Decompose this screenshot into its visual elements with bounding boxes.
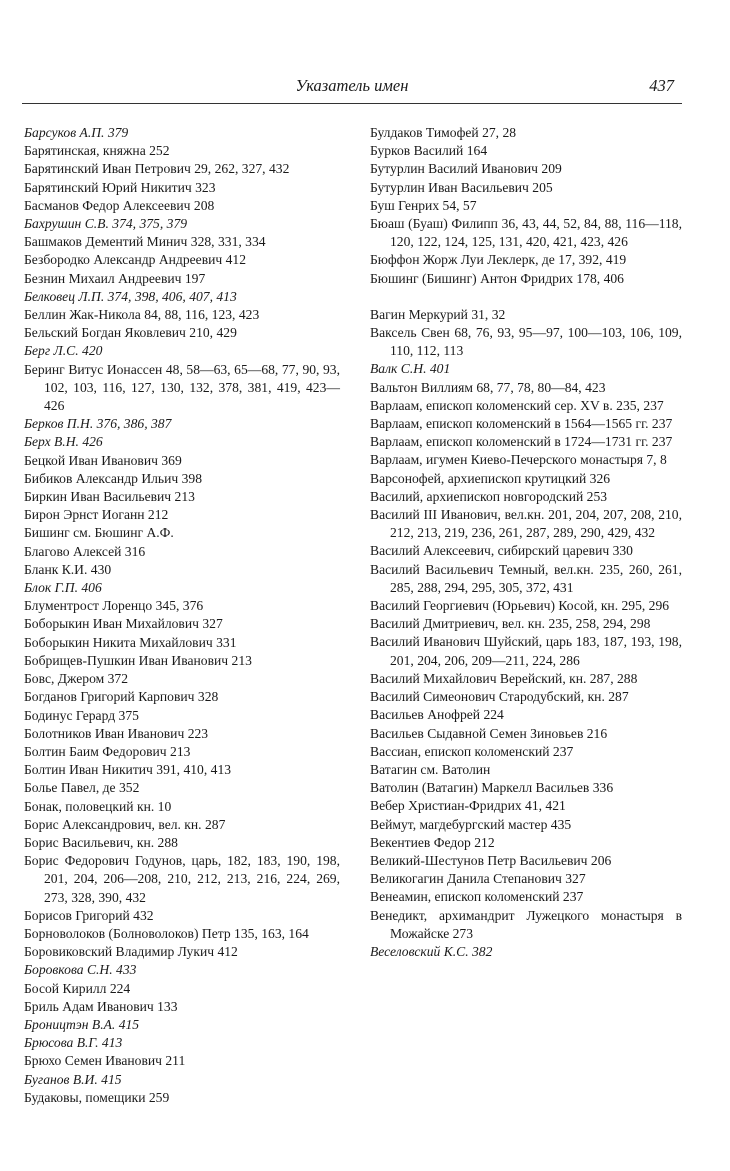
index-entry: Вальтон Виллиям 68, 77, 78, 80—84, 423: [370, 379, 606, 395]
index-entry: Болтин Иван Никитич 391, 410, 413: [24, 762, 232, 778]
index-entry: Бриль Адам Иванович 133: [24, 998, 178, 1014]
index-entry: Босой Кирилл 224: [24, 980, 131, 996]
index-entry: Бовс, Джером 372: [24, 671, 129, 687]
index-entry: Блументрост Лоренцо 345, 376: [24, 598, 204, 614]
index-entry: Василий Дмитриевич, вел. кн. 235, 258, 294, 298: [370, 616, 651, 632]
header-rule: [22, 103, 682, 104]
index-entry: Боборыкин Иван Михайлович 327: [24, 616, 223, 632]
index-entry: Борисов Григорий 432: [24, 907, 154, 923]
index-entry: Берг Л.С. 420: [24, 343, 103, 359]
index-entry: Борис Васильевич, кн. 288: [24, 834, 178, 850]
index-entry: Венеамин, епископ коломенский 237: [370, 889, 584, 905]
index-entry: Бутурлин Иван Васильевич 205: [370, 179, 553, 195]
index-entry: Брюсова В.Г. 413: [24, 1035, 123, 1051]
index-entry: Броництэн В.А. 415: [24, 1016, 140, 1032]
index-entry: Безнин Михаил Андреевич 197: [24, 270, 206, 286]
index-entry: Ватолин (Ватагин) Маркелл Васильев 336: [370, 780, 614, 796]
index-entry: Векентиев Федор 212: [370, 834, 495, 850]
page-title: Указатель имен: [295, 76, 409, 95]
index-entry: Варлаам, епископ коломенский в 1564—1565 гг. 237: [370, 416, 673, 432]
index-entry: Бюшинг (Бишинг) Антон Фридрих 178, 406: [370, 270, 624, 286]
index-entry: Василий, архиепископ новгородский 253: [370, 488, 608, 504]
index-entry: Вагин Меркурий 31, 32: [370, 306, 506, 322]
index-entry: Василий Георгиевич (Юрьевич) Косой, кн. 295, 296: [370, 598, 670, 614]
index-entry: Василий Васильевич Темный, вел.кн. 235, 260, 261, 285, 288, 294, 295, 305, 372, 431: [370, 561, 682, 595]
index-entry: Василий III Иванович, вел.кн. 201, 204, 207, 208, 210, 212, 213, 219, 236, 261, 287, 289, 290, 429, 432: [370, 507, 682, 541]
index-entry: Безбородко Александр Андреевич 412: [24, 252, 247, 268]
index-entry: Васильев Анофрей 224: [370, 707, 504, 723]
index-entry: Бирон Эрнст Иоганн 212: [24, 507, 169, 523]
index-entry: Болтин Баим Федорович 213: [24, 743, 191, 759]
index-entry: Василий Алексеевич, сибирский царевич 330: [370, 543, 633, 559]
index-entry: Бахрушин С.В. 374, 375, 379: [24, 216, 188, 232]
index-entry: Борис Александрович, вел. кн. 287: [24, 816, 226, 832]
index-entry: Василий Иванович Шуйский, царь 183, 187, 193, 198, 201, 204, 206, 209—211, 224, 286: [370, 634, 682, 668]
index-entry: Боборыкин Никита Михайлович 331: [24, 634, 237, 650]
index-entry: Блок Г.П. 406: [24, 580, 102, 596]
index-entry: Бодинус Герард 375: [24, 707, 139, 723]
index-column-right: [370, 124, 682, 961]
index-entry: Веймут, магдебургский мастер 435: [370, 816, 572, 832]
index-entry: Ватагин см. Ватолин: [370, 761, 491, 777]
index-entry: Бюффон Жорж Луи Леклерк, де 17, 392, 419: [370, 252, 627, 268]
index-entry: Валк С.Н. 401: [370, 361, 451, 377]
index-entry: Буганов В.И. 415: [24, 1071, 122, 1087]
index-entry: Биркин Иван Васильевич 213: [24, 489, 195, 505]
index-entry: Боровиковский Владимир Лукич 412: [24, 944, 238, 960]
index-entry: Берков П.Н. 376, 386, 387: [24, 416, 172, 432]
index-entry: Басманов Федор Алексеевич 208: [24, 197, 215, 213]
index-entry: Вассиан, епископ коломенский 237: [370, 743, 574, 759]
index-entry: Борноволоков (Болноволоков) Петр 135, 163, 164: [24, 925, 309, 941]
index-entry: Будаковы, помещики 259: [24, 1089, 170, 1105]
running-header: [22, 76, 682, 98]
index-entry: Василий Михайлович Верейский, кн. 287, 288: [370, 670, 638, 686]
index-entry: Башмаков Дементий Минич 328, 331, 334: [24, 234, 266, 250]
index-entry: Берх В.Н. 426: [24, 434, 103, 450]
index-entry: Бланк К.И. 430: [24, 561, 112, 577]
index-entry: Варсонофей, архиепископ крутицкий 326: [370, 470, 611, 486]
index-column-left: [24, 124, 340, 1107]
index-entry: Бибиков Александр Ильич 398: [24, 470, 203, 486]
index-entry: Бельский Богдан Яковлевич 210, 429: [24, 325, 237, 341]
index-entry: Белковец Л.П. 374, 398, 406, 407, 413: [24, 288, 237, 304]
index-entry: Барятинская, княжна 252: [24, 143, 170, 159]
index-entry: Бишинг см. Бюшинг А.Ф.: [24, 525, 174, 541]
index-entry: Бонак, половецкий кн. 10: [24, 798, 172, 814]
index-entry: Бобрищев-Пушкин Иван Иванович 213: [24, 652, 252, 668]
index-entry: Беринг Витус Ионассен 48, 58—63, 65—68, 77, 90, 93, 102, 103, 116, 127, 130, 132, 378, 381, 419, 423—426: [24, 361, 340, 414]
index-entry: Бюаш (Буаш) Филипп 36, 43, 44, 52, 84, 88, 116—118, 120, 122, 124, 125, 131, 420, 421, 423, 426: [370, 216, 682, 250]
page-number: 437: [649, 76, 674, 95]
index-entry: Варлаам, епископ коломенский в 1724—1731 гг. 237: [370, 434, 673, 450]
index-entry: Варлаам, игумен Киево-Печерского монастыря 7, 8: [370, 452, 667, 468]
index-entry: Веселовский К.С. 382: [370, 943, 493, 959]
index-entry: Боровкова С.Н. 433: [24, 962, 137, 978]
index-entry: Бурков Василий 164: [370, 143, 488, 159]
index-entry: Васильев Сыдавной Семен Зиновьев 216: [370, 725, 608, 741]
index-entry: Барсуков А.П. 379: [24, 125, 129, 140]
index-entry: Болье Павел, де 352: [24, 780, 140, 796]
index-entry: Борис Федорович Годунов, царь, 182, 183, 190, 198, 201, 204, 206—208, 210, 212, 213, 216, 224, 269, 273, 328, 390, 432: [24, 853, 340, 905]
letter-section-gap: [370, 288, 682, 306]
index-entry: Венедикт, архимандрит Лужецкого монастыря в Можайске 273: [370, 907, 682, 941]
index-entry: Василий Симеонович Стародубский, кн. 287: [370, 689, 629, 705]
index-entry: Великий-Шестунов Петр Васильевич 206: [370, 852, 612, 868]
index-entry: Буш Генрих 54, 57: [370, 197, 477, 213]
index-entry: Булдаков Тимофей 27, 28: [370, 125, 517, 140]
index-entry: Великогагин Данила Степанович 327: [370, 871, 586, 887]
index-entry: Ваксель Свен 68, 76, 93, 95—97, 100—103, 106, 109, 110, 112, 113: [370, 325, 682, 359]
index-entry: Бецкой Иван Иванович 369: [24, 452, 182, 468]
index-entry: Благово Алексей 316: [24, 543, 146, 559]
index-entry: Беллин Жак-Никола 84, 88, 116, 123, 423: [24, 307, 260, 323]
index-entry: Болотников Иван Иванович 223: [24, 725, 209, 741]
index-entry: Барятинский Юрий Никитич 323: [24, 179, 216, 195]
index-entry: Брюхо Семен Иванович 211: [24, 1053, 186, 1069]
index-entry: Барятинский Иван Петрович 29, 262, 327, 432: [24, 161, 290, 177]
index-entry: Варлаам, епископ коломенский сер. XV в. 235, 237: [370, 397, 664, 413]
index-entry: Вебер Христиан-Фридрих 41, 421: [370, 798, 566, 814]
index-entry: Бутурлин Василий Иванович 209: [370, 161, 562, 177]
index-entry: Богданов Григорий Карпович 328: [24, 689, 219, 705]
